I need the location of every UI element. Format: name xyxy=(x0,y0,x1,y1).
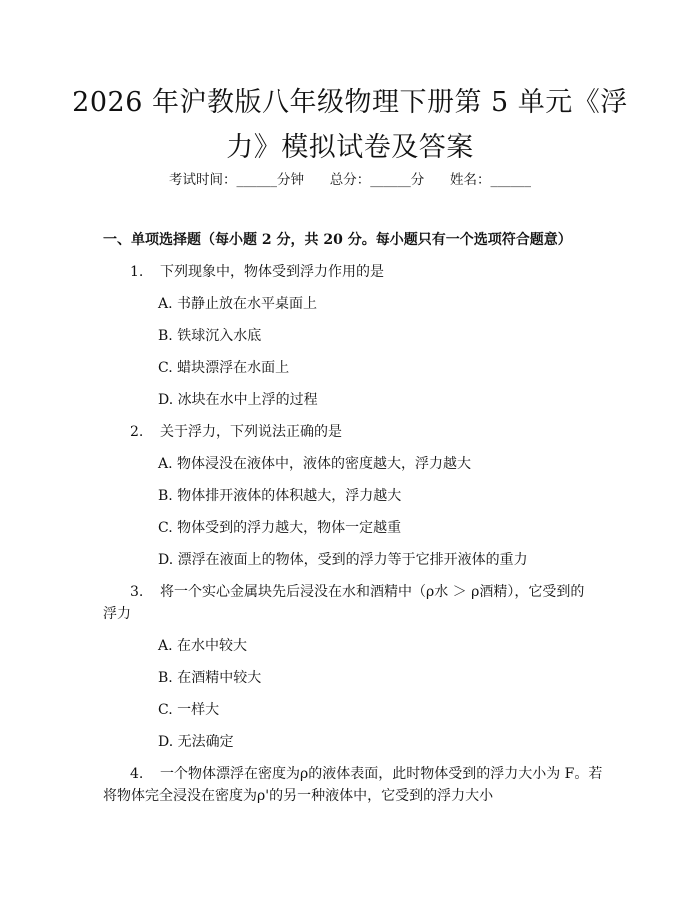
question-3-continuation: 浮力 xyxy=(103,606,131,622)
option-2c: C. 物体受到的浮力越大，物体一定越重 xyxy=(158,520,402,536)
question-stem: 关于浮力，下列说法正确的是 xyxy=(160,424,342,440)
question-4 xyxy=(130,763,602,783)
option-2b: B. 物体排开液体的体积越大，浮力越大 xyxy=(158,488,402,504)
question-number: 1. xyxy=(130,264,144,280)
title-line-1: 2026 年沪教版八年级物理下册第 5 单元《浮 xyxy=(72,87,628,118)
score-blank: ______ xyxy=(370,172,411,188)
question-stem: 将一个实心金属块先后浸没在水和酒精中（ρ水 ＞ ρ酒精），它受到的 xyxy=(160,584,585,600)
question-number: 4. xyxy=(130,766,144,782)
time-unit: 分钟 xyxy=(277,172,304,188)
name-blank: ______ xyxy=(490,172,531,188)
option-1a: A. 书静止放在水平桌面上 xyxy=(158,296,318,312)
question-3 xyxy=(130,581,584,601)
option-2d: D. 漂浮在液面上的物体，受到的浮力等于它排开液体的重力 xyxy=(158,552,528,568)
option-1c: C. 蜡块漂浮在水面上 xyxy=(158,360,290,376)
question-2 xyxy=(130,421,342,441)
question-stem: 一个物体漂浮在密度为ρ的液体表面，此时物体受到的浮力大小为 F。若 xyxy=(160,766,603,782)
question-stem: 下列现象中，物体受到浮力作用的是 xyxy=(160,264,384,280)
option-1d: D. 冰块在水中上浮的过程 xyxy=(158,392,318,408)
option-2a: A. 物体浸没在液体中，液体的密度越大，浮力越大 xyxy=(158,456,472,472)
question-number: 2. xyxy=(130,424,144,440)
question-number: 3. xyxy=(130,584,144,600)
section-heading: 一、单项选择题（每小题 2 分，共 20 分。每小题只有一个选项符合题意） xyxy=(103,232,572,248)
exam-info xyxy=(0,168,700,188)
option-3d: D. 无法确定 xyxy=(158,734,234,750)
question-1 xyxy=(130,261,384,281)
score-unit: 分 xyxy=(410,172,425,188)
score-label: 总分： xyxy=(329,172,371,188)
time-blank: ______ xyxy=(236,172,277,188)
option-1b: B. 铁球沉入水底 xyxy=(158,328,262,344)
title-line-2: 力》模拟试卷及答案 xyxy=(226,132,474,163)
time-label: 考试时间： xyxy=(169,172,237,188)
option-3a: A. 在水中较大 xyxy=(158,638,248,654)
option-3c: C. 一样大 xyxy=(158,702,220,718)
document-title xyxy=(60,80,640,170)
option-3b: B. 在酒精中较大 xyxy=(158,670,262,686)
question-4-continuation: 将物体完全浸没在密度为ρ'的另一种液体中，它受到的浮力大小 xyxy=(103,788,494,804)
name-label: 姓名： xyxy=(450,172,491,188)
